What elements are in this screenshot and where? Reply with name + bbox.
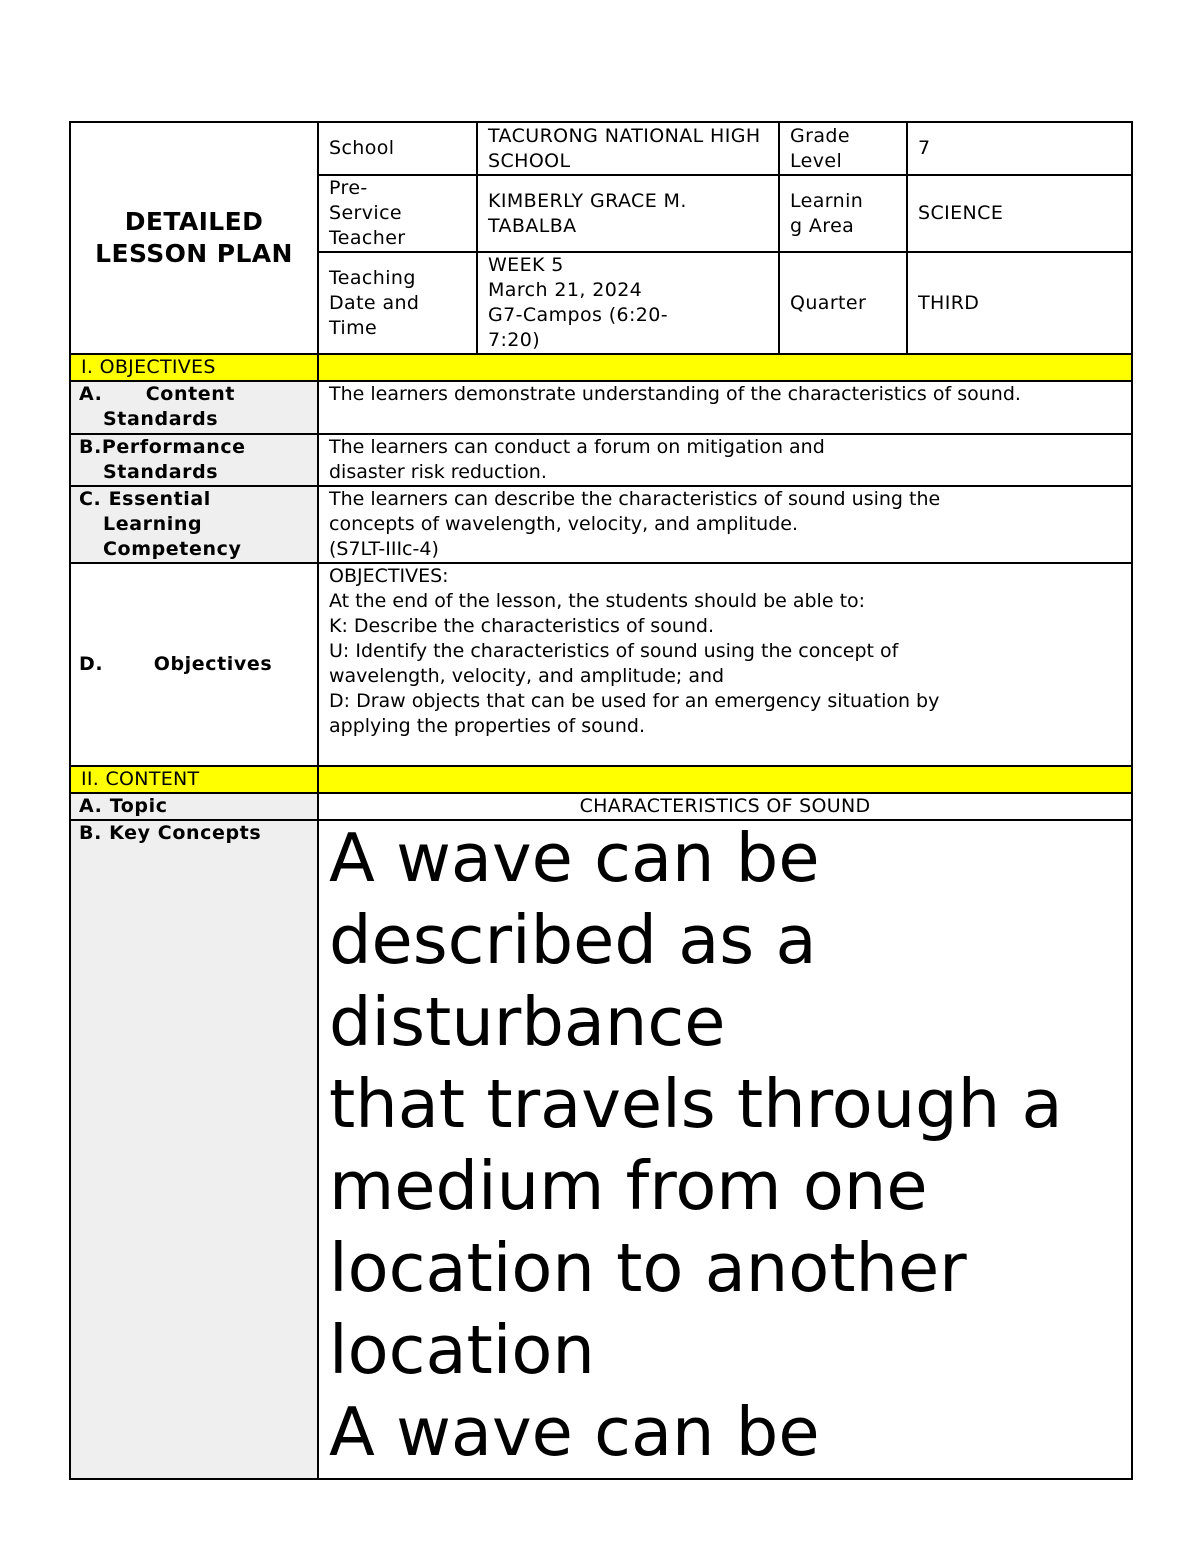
quarter-value: THIRD xyxy=(907,252,1132,354)
quarter-label: Quarter xyxy=(779,252,907,354)
document-title: DETAILED LESSON PLAN xyxy=(70,122,318,354)
school-value: TACURONG NATIONAL HIGH SCHOOL xyxy=(477,122,779,175)
performance-standards-value: The learners can conduct a forum on mitigation and disaster risk reduction. xyxy=(318,434,1132,486)
lesson-header-table xyxy=(69,121,1133,355)
learning-area-value: SCIENCE xyxy=(907,175,1132,252)
competency-label xyxy=(70,486,318,563)
topic-label: A. Topic xyxy=(70,793,318,820)
performance-standards-label xyxy=(70,434,318,486)
performance-standards-label-text: B.Performance Standards xyxy=(79,436,246,483)
key-concepts-cell xyxy=(318,820,1132,1479)
objectives-label-text: D. Objectives xyxy=(79,653,273,675)
grade-level-value: 7 xyxy=(907,122,1132,175)
teacher-label: Pre- Service Teacher xyxy=(318,175,477,252)
grade-level-label: Grade Level xyxy=(779,122,907,175)
content-standards-value: The learners demonstrate understanding of the characteristics of sound. xyxy=(318,381,1132,434)
teacher-value: KIMBERLY GRACE M. TABALBA xyxy=(477,175,779,252)
competency-label-text: C. Essential Learning Competency xyxy=(79,488,242,560)
objectives-value: OBJECTIVES: At the end of the lesson, the students should be able to: K: Describe the characteristics of sound. U: Identify the characteristics of sound using the concept of wavelength, velocity, and amplitude; and D: Draw objects that can be used for an emergency situation by applying the properties of sound. xyxy=(318,563,1132,766)
competency-value: The learners can describe the characteristics of sound using the concepts of wavelength, velocity, and amplitude. (S7LT-IIIc-4) xyxy=(318,486,1132,563)
key-concepts-label: B. Key Concepts xyxy=(70,820,318,1479)
objectives-section-title: I. OBJECTIVES xyxy=(70,354,318,381)
content-standards-label xyxy=(70,381,318,434)
content-section-fill xyxy=(318,766,1132,793)
topic-value: CHARACTERISTICS OF SOUND xyxy=(318,793,1132,820)
objectives-section-fill xyxy=(318,354,1132,381)
date-time-value: WEEK 5 March 21, 2024 G7-Campos (6:20- 7:20) xyxy=(477,252,779,354)
content-standards-label-text: A. Content Standards xyxy=(79,383,243,430)
school-label: School xyxy=(318,122,477,175)
lesson-body-table xyxy=(69,353,1133,1480)
objectives-label xyxy=(70,563,318,766)
content-section-title: II. CONTENT xyxy=(70,766,318,793)
key-concepts-value: A wave can be described as a disturbance that travels through a medium from one location to another location A wave can be xyxy=(329,820,1063,1471)
date-time-label: Teaching Date and Time xyxy=(318,252,477,354)
learning-area-label: Learnin g Area xyxy=(779,175,907,252)
